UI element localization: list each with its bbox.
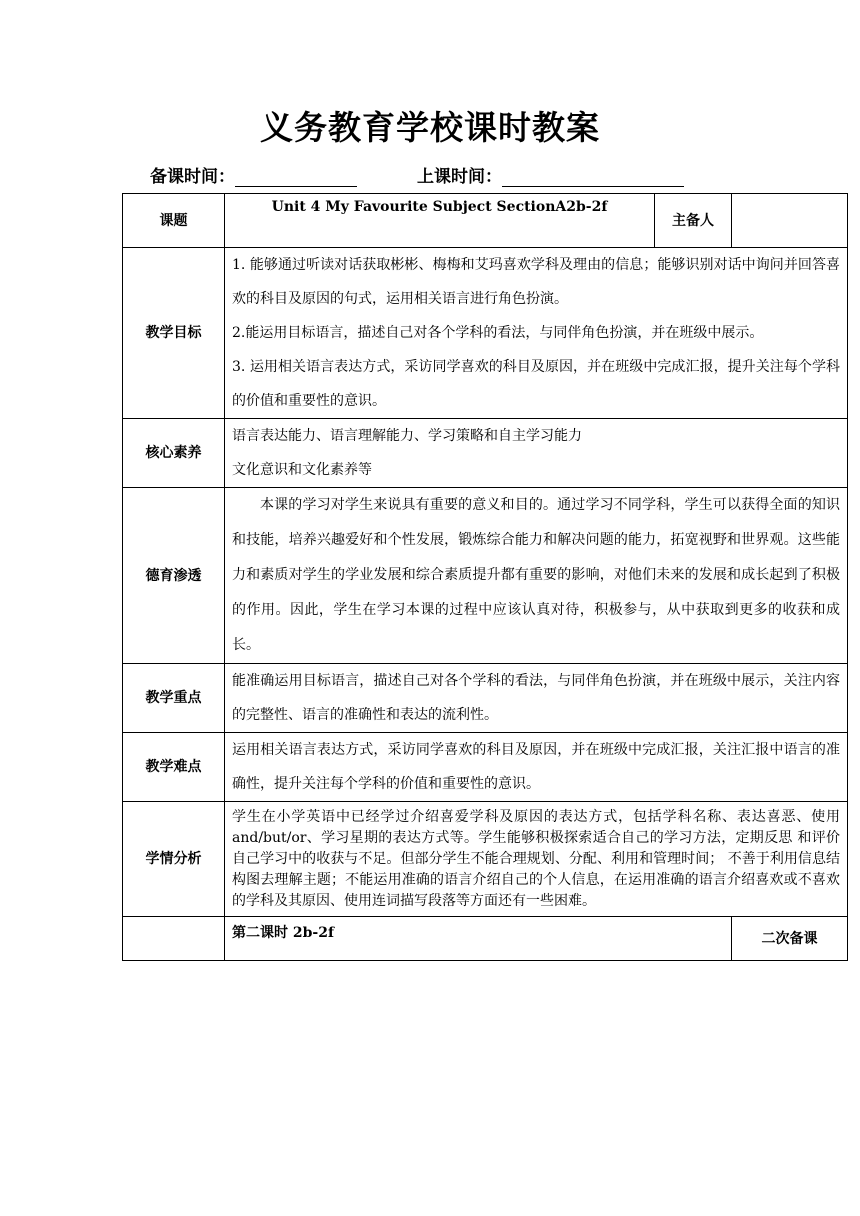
moral-row <box>123 488 848 664</box>
literacy-item: 语言表达能力、语言理解能力、学习策略和自主学习能力 <box>232 428 582 444</box>
class-time-label: 上课时间： <box>417 167 502 187</box>
difficulty-text: 运用相关语言表达方式，采访同学喜欢的科目及原因，并在班级中完成汇报，关注汇报中语言的准确性，提升关注每个学科的价值和重要性的意识。 <box>225 733 848 802</box>
topic-label: 课题 <box>123 194 225 248</box>
lesson-row <box>123 917 848 961</box>
objective-item: 3. 运用相关语言表达方式，采访同学喜欢的科目及原因，并在班级中完成汇报，提升关注每个学科的价值和重要性的意识。 <box>232 359 840 409</box>
lead-label: 主备人 <box>655 194 732 248</box>
topic-value: Unit 4 My Favourite Subject SectionA2b-2f <box>225 194 655 248</box>
objective-item: 1. 能够通过听读对话获取彬彬、梅梅和艾玛喜欢学科及理由的信息；能够识别对话中询问并回答喜欢的科目及原因的句式，运用相关语言进行角色扮演。 <box>232 257 840 307</box>
literacy-item: 文化意识和文化素养等 <box>232 462 372 478</box>
prep-time-label: 备课时间： <box>150 167 235 187</box>
date-fields <box>150 162 684 187</box>
key-text: 能准确运用目标语言，描述自己对各个学科的看法，与同伴角色扮演，并在班级中展示，关注内容的完整性、语言的准确性和表达的流利性。 <box>225 664 848 733</box>
key-label: 教学重点 <box>123 664 225 733</box>
difficulty-row <box>123 733 848 802</box>
topic-row <box>123 194 848 248</box>
key-row <box>123 664 848 733</box>
literacy-content <box>225 419 848 488</box>
objectives-content <box>225 248 848 419</box>
analysis-text: 学生在小学英语中已经学过介绍喜爱学科及原因的表达方式，包括学科名称、表达喜恶、使用 and/but/or、学习星期的表达方式等。学生能够积极探索适合自己的学习方法，定期反思 和评价自己学习中的收获与不足。但部分学生不能合理规划、分配、利用和管理时间； 不善于利用信息结构图去理解主题；不能运用准确的语言介绍自己的个人信息，在运用准确的语言介绍喜欢或不喜欢的学科及其原因、使用连词描写段落等方面还有一些困难。 <box>225 802 848 917</box>
literacy-label: 核心素养 <box>123 419 225 488</box>
class-time-blank[interactable] <box>502 168 684 187</box>
document-title: 义务教育学校课时教案 <box>260 108 600 147</box>
analysis-label: 学情分析 <box>123 802 225 917</box>
lesson-value: 第二课时 2b-2f <box>225 917 732 961</box>
moral-text: 本课的学习对学生来说具有重要的意义和目的。通过学习不同学科，学生可以获得全面的知识和技能，培养兴趣爱好和个性发展，锻炼综合能力和解决问题的能力，拓宽视野和世界观。这些能力和素质对学生的学业发展和综合素质提升都有重要的影响，对他们未来的发展和成长起到了积极的作用。因此，学生在学习本课的过程中应该认真对待，积极参与，从中获取到更多的收获和成长。 <box>225 488 848 664</box>
prep-time-blank[interactable] <box>235 168 357 187</box>
objectives-row <box>123 248 848 419</box>
objectives-label: 教学目标 <box>123 248 225 419</box>
objective-item: 2.能运用目标语言，描述自己对各个学科的看法，与同伴角色扮演，并在班级中展示。 <box>232 325 764 341</box>
lesson-plan-table <box>122 193 848 961</box>
second-prep-label: 二次备课 <box>732 917 848 961</box>
analysis-row <box>123 802 848 917</box>
difficulty-label: 教学难点 <box>123 733 225 802</box>
lead-value <box>732 194 848 248</box>
lesson-label <box>123 917 225 961</box>
moral-label: 德育渗透 <box>123 488 225 664</box>
literacy-row <box>123 419 848 488</box>
